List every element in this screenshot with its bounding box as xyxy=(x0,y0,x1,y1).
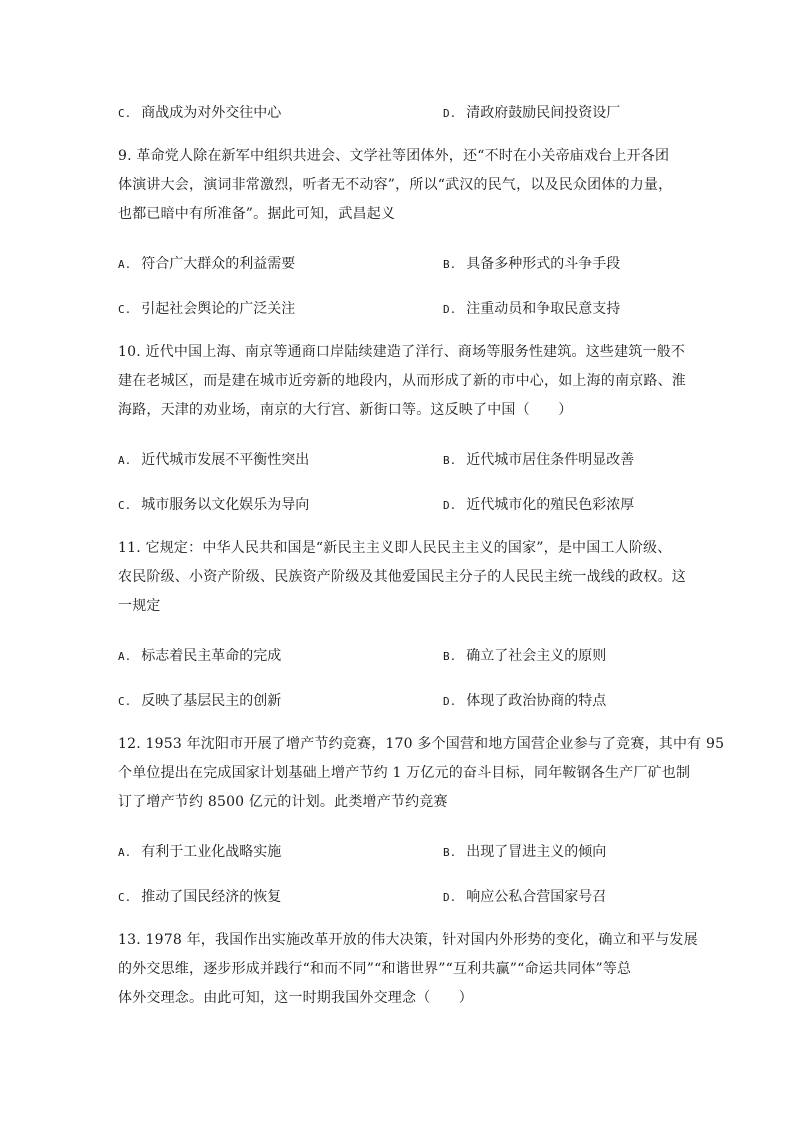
question-12-stem xyxy=(118,730,725,817)
stem-line: 体外交理念。由此可知，这一时期我国外交理念（ ） xyxy=(118,990,473,1006)
stem-line: 农民阶级、小资产阶级、民族资产阶级及其他爱国民主分子的人民民主统一战线的政权。这 xyxy=(118,569,686,585)
stem-line: 建在老城区，而是建在城市近旁新的地段内，从而形成了新的市中心，如上海的南京路、淮 xyxy=(118,373,686,389)
stem-line: 订了增产节约 8500 亿元的计划。此类增产节约竞赛 xyxy=(118,794,448,810)
stem-line: 体演讲大会，演词非常激烈，听者无不动容”，所以“武汉的民气，以及民众团体的力量， xyxy=(118,177,673,193)
q11-option-c[interactable] xyxy=(118,689,281,714)
option-text: 反映了基层民主的创新 xyxy=(141,693,282,709)
stem-line: 海路，天津的劝业场，南京的大行宫、新街口等。这反映了中国（ ） xyxy=(118,402,573,418)
option-letter: C. xyxy=(118,303,132,316)
option-letter: D. xyxy=(443,891,457,904)
q11-option-a[interactable] xyxy=(118,644,281,669)
q9-options-row-ab xyxy=(118,252,678,276)
option-text: 符合广大群众的利益需要 xyxy=(141,256,296,272)
q10-options-row-cd xyxy=(118,493,678,517)
q11-options-row-ab xyxy=(118,644,678,668)
q12-option-b[interactable] xyxy=(443,840,606,865)
q10-options-row-ab xyxy=(118,448,678,472)
option-text: 清政府鼓励民间投资设厂 xyxy=(466,105,621,121)
option-text: 城市服务以文化娱乐为导向 xyxy=(141,497,310,513)
q11-option-d[interactable] xyxy=(443,689,606,714)
stem-line: 一规定 xyxy=(118,598,161,614)
option-letter: C. xyxy=(118,107,132,120)
q12-options-row-cd xyxy=(118,885,678,909)
option-letter: D. xyxy=(443,107,457,120)
option-letter: D. xyxy=(443,303,457,316)
q9-option-b[interactable] xyxy=(443,252,620,277)
question-9-stem xyxy=(118,142,680,229)
option-letter: A. xyxy=(118,258,132,271)
option-text: 标志着民主革命的完成 xyxy=(141,648,282,664)
option-text: 具备多种形式的斗争手段 xyxy=(466,256,621,272)
option-letter: C. xyxy=(118,891,132,904)
option-letter: C. xyxy=(118,499,132,512)
option-text: 近代城市居住条件明显改善 xyxy=(466,452,635,468)
option-text: 近代城市发展不平衡性突出 xyxy=(141,452,310,468)
q10-option-c[interactable] xyxy=(118,493,309,518)
q10-option-a[interactable] xyxy=(118,448,309,473)
stem-line: 11. 它规定：中华人民共和国是“新民主主义即人民民主主义的国家”，是中国工人阶级、 xyxy=(118,540,672,556)
option-letter: A. xyxy=(118,454,132,467)
stem-line: 9. 革命党人除在新军中组织共进会、文学社等团体外，还“不时在小关帝庙戏台上开各团 xyxy=(118,148,670,164)
option-letter: A. xyxy=(118,846,132,859)
q8-option-d[interactable] xyxy=(443,101,620,126)
option-text: 注重动员和争取民意支持 xyxy=(466,301,621,317)
q8-option-c[interactable] xyxy=(118,101,281,126)
q9-option-a[interactable] xyxy=(118,252,295,277)
option-text: 引起社会舆论的广泛关注 xyxy=(141,301,296,317)
option-letter: B. xyxy=(443,454,457,467)
q11-option-b[interactable] xyxy=(443,644,606,669)
q12-options-row-ab xyxy=(118,840,678,864)
q12-option-d[interactable] xyxy=(443,885,606,910)
question-10-stem xyxy=(118,338,686,425)
q11-options-row-cd xyxy=(118,689,678,713)
stem-line: 也都已暗中有所准备”。据此可知，武昌起义 xyxy=(118,206,396,222)
stem-line: 个单位提出在完成国家计划基础上增产节约 1 万亿元的奋斗目标，同年鞍钢各生产厂矿也制 xyxy=(118,765,691,781)
option-text: 出现了冒进主义的倾向 xyxy=(466,844,607,860)
option-letter: D. xyxy=(443,695,457,708)
q8-options-row-cd xyxy=(118,101,678,125)
option-letter: A. xyxy=(118,650,132,663)
option-text: 有利于工业化战略实施 xyxy=(141,844,282,860)
option-text: 体现了政治协商的特点 xyxy=(466,693,607,709)
q12-option-a[interactable] xyxy=(118,840,281,865)
stem-line: 10. 近代中国上海、南京等通商口岸陆续建造了洋行、商场等服务性建筑。这些建筑一般不 xyxy=(118,344,686,360)
q9-options-row-cd xyxy=(118,297,678,321)
option-text: 推动了国民经济的恢复 xyxy=(141,889,282,905)
question-13-stem xyxy=(118,926,698,1013)
option-letter: C. xyxy=(118,695,132,708)
option-text: 响应公私合营国家号召 xyxy=(466,889,607,905)
q10-option-b[interactable] xyxy=(443,448,634,473)
option-text: 确立了社会主义的原则 xyxy=(466,648,607,664)
q10-option-d[interactable] xyxy=(443,493,634,518)
q9-option-d[interactable] xyxy=(443,297,620,322)
stem-line: 12. 1953 年沈阳市开展了增产节约竞赛，170 多个国营和地方国营企业参与了竞赛，其中有 95 xyxy=(118,736,725,752)
question-11-stem xyxy=(118,534,686,621)
stem-line: 的外交思维，逐步形成并践行“和而不同”“和谐世界”“互利共赢”“命运共同体”等总 xyxy=(118,961,632,977)
option-letter: B. xyxy=(443,258,457,271)
q12-option-c[interactable] xyxy=(118,885,281,910)
q9-option-c[interactable] xyxy=(118,297,295,322)
option-letter: D. xyxy=(443,499,457,512)
option-letter: B. xyxy=(443,650,457,663)
stem-line: 13. 1978 年，我国作出实施改革开放的伟大决策，针对国内外形势的变化，确立和平与发展 xyxy=(118,932,698,948)
option-text: 商战成为对外交往中心 xyxy=(141,105,282,121)
option-letter: B. xyxy=(443,846,457,859)
option-text: 近代城市化的殖民色彩浓厚 xyxy=(466,497,635,513)
